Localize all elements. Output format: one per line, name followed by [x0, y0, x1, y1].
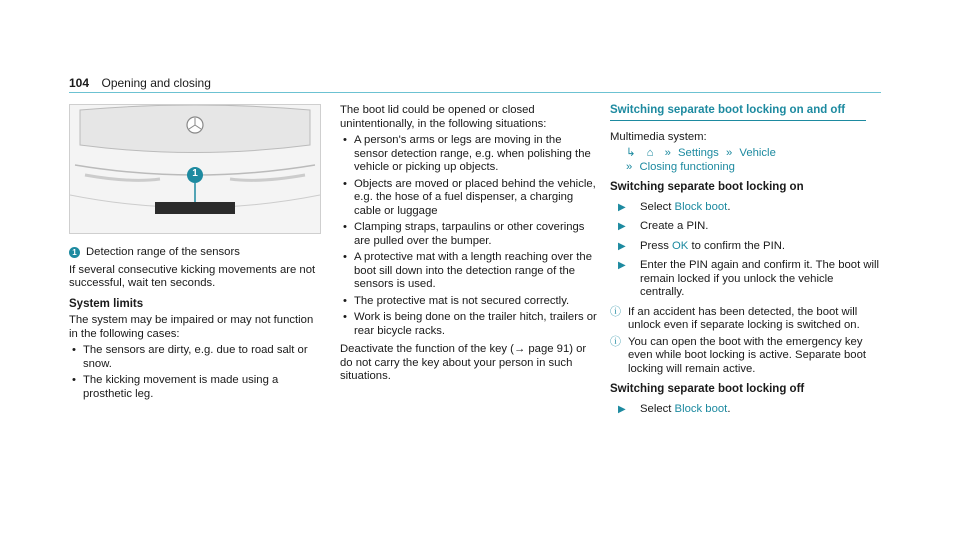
- off-heading: Switching separate boot locking off: [610, 383, 805, 395]
- note-text: If an accident has been detected, the boot will unlock even if separate locking is switched on.: [628, 305, 860, 331]
- step-text: Select: [640, 200, 675, 213]
- list-item: • A person's arms or legs are moving in the sensor detection range, e.g. when polishing the vehicle or picking up objects.: [340, 134, 598, 175]
- deactivate-text-part: ) or do not carry the key about your person in such situations.: [340, 343, 587, 382]
- step-text: Press: [640, 239, 673, 252]
- step: [610, 220, 880, 234]
- page-header: [69, 74, 881, 93]
- block-boot-link[interactable]: Block boot: [674, 200, 728, 213]
- on-heading: Switching separate boot locking on: [610, 181, 804, 193]
- legend-text: Detection range of the sensors: [86, 246, 240, 258]
- middle-column: [340, 104, 598, 387]
- left-column: [69, 246, 324, 404]
- situations-list: [340, 134, 598, 338]
- list-item: • Clamping straps, tarpaulins or other coverings are pulled over the bumper.: [340, 221, 598, 248]
- step: [610, 240, 880, 254]
- list-item: • The protective mat is not secured correctly.: [340, 295, 598, 309]
- ok-link[interactable]: OK: [672, 239, 689, 252]
- system-limits-intro: The system may be impaired or may not function in the following cases:: [69, 314, 314, 340]
- system-limits-list: [69, 344, 324, 401]
- step-text: Create a PIN.: [640, 220, 709, 232]
- deactivate-text: [340, 343, 598, 384]
- step-arrow-icon: ▶: [618, 403, 626, 415]
- list-item: • A protective mat with a length reaching over the boot sill down into the detection range of the sensors is used.: [340, 251, 598, 292]
- vehicle-rear-illustration: [69, 104, 321, 234]
- situations-intro: The boot lid could be opened or closed unintentionally, in the following situations:: [340, 104, 547, 130]
- path-closing-functioning[interactable]: Closing functioning: [639, 160, 735, 173]
- step-text: .: [727, 402, 731, 415]
- step: [610, 259, 880, 300]
- page-number: 104: [69, 76, 90, 90]
- path-vehicle[interactable]: Vehicle: [739, 147, 776, 159]
- step-text: .: [727, 200, 731, 213]
- step-arrow-icon: ▶: [618, 260, 626, 271]
- info-icon: ⓘ: [610, 335, 621, 348]
- callout-badge: 1: [192, 168, 198, 179]
- legend-badge: 1: [69, 247, 80, 258]
- block-boot-link[interactable]: Block boot: [674, 402, 728, 415]
- info-note: [610, 306, 880, 333]
- step-arrow-icon: ▶: [618, 201, 626, 213]
- step-arrow-icon: ▶: [618, 240, 626, 252]
- list-item: • The sensors are dirty, e.g. due to road salt or snow.: [69, 344, 324, 371]
- section-title: Switching separate boot locking on and off: [610, 104, 866, 121]
- chevron-right-icon: »: [664, 147, 671, 159]
- info-icon: ⓘ: [610, 305, 621, 318]
- deactivate-text-part: Deactivate the function of the key (: [340, 343, 514, 355]
- figure-legend: [69, 246, 324, 260]
- path-settings[interactable]: Settings: [678, 147, 719, 159]
- return-arrow-icon: ↳: [626, 147, 636, 159]
- chevron-right-icon: »: [725, 147, 733, 159]
- step-text: Select: [640, 402, 675, 415]
- menu-path: [622, 147, 880, 174]
- step: [610, 201, 880, 215]
- step: [610, 403, 880, 417]
- info-note: [610, 336, 880, 377]
- home-icon[interactable]: ⌂: [646, 147, 654, 159]
- page-reference-link[interactable]: → page 91: [513, 343, 570, 355]
- list-item: • The kicking movement is made using a prosthetic leg.: [69, 374, 324, 401]
- detection-range-marker: [155, 202, 235, 214]
- multimedia-label: Multimedia system:: [610, 130, 707, 143]
- note-text: You can open the boot with the emergency key even while boot locking is active. Separate boot locking will remain active.: [628, 335, 867, 375]
- list-item: • Objects are moved or placed behind the vehicle, e.g. the hose of a fuel dispenser, a charging cable or luggage: [340, 178, 598, 219]
- step-text: to confirm the PIN.: [688, 239, 786, 252]
- right-column: [610, 104, 880, 422]
- system-limits-heading: System limits: [69, 297, 144, 310]
- intro-text: If several consecutive kicking movements are not successful, wait ten seconds.: [69, 263, 316, 289]
- page-title: Opening and closing: [101, 76, 211, 90]
- step-text: Enter the PIN again and confirm it. The boot will remain locked if you unlock the vehicle centrally.: [640, 259, 880, 298]
- chevron-right-icon: »: [626, 160, 633, 173]
- list-item: • Work is being done on the trailer hitch, trailers or rear bicycle racks.: [340, 311, 598, 338]
- step-arrow-icon: ▶: [618, 221, 626, 232]
